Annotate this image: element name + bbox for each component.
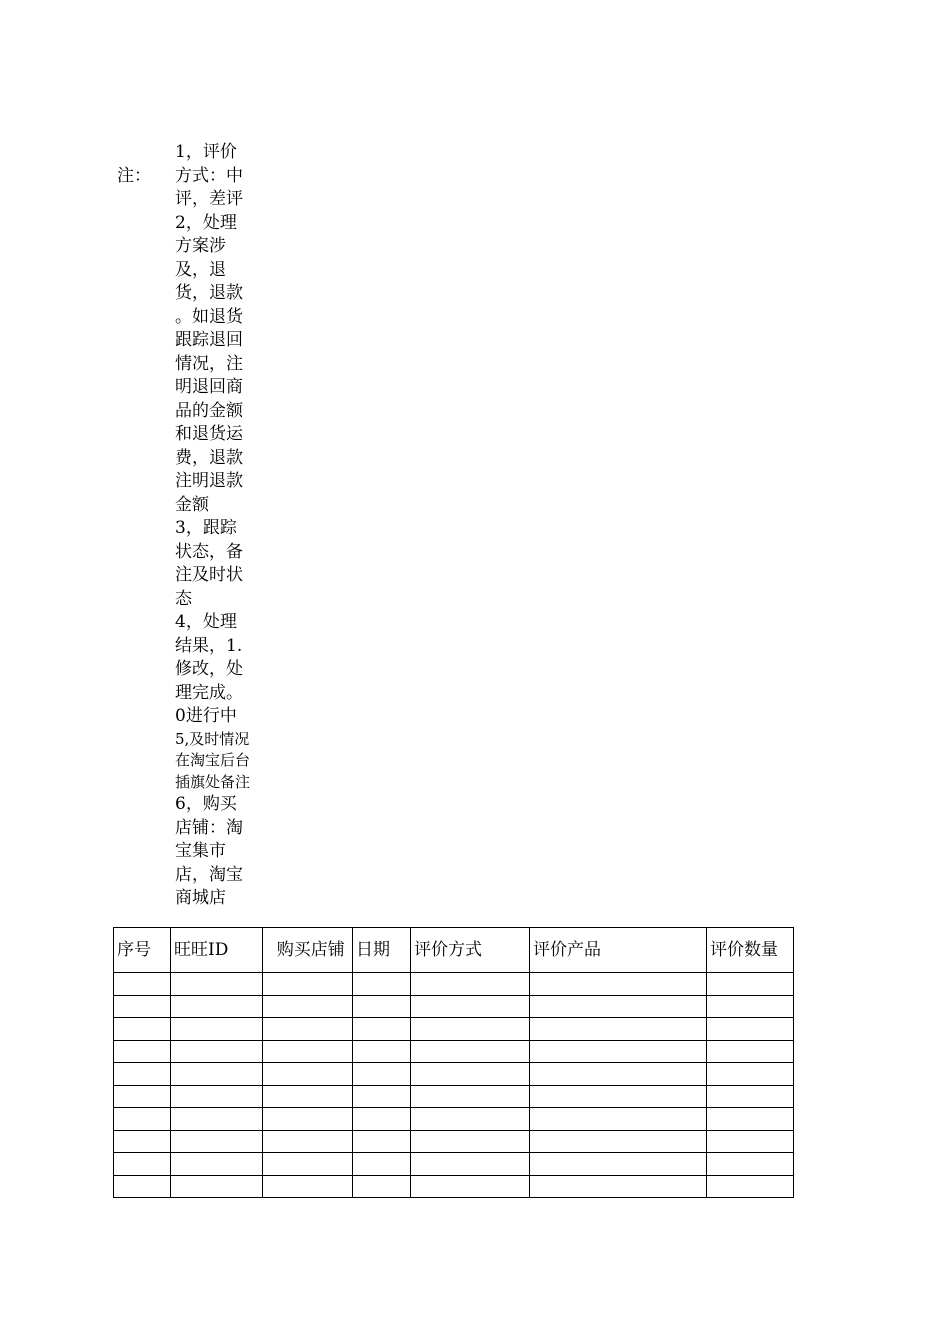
- table-cell[interactable]: [707, 973, 794, 996]
- table-cell[interactable]: [171, 1130, 263, 1153]
- table-cell[interactable]: [263, 1018, 353, 1041]
- table-row: [114, 1085, 794, 1108]
- note-line: 评，差评: [175, 189, 243, 209]
- note-line: 3，跟踪: [175, 518, 237, 538]
- table-cell[interactable]: [530, 1130, 707, 1153]
- note-line: 态: [175, 588, 192, 609]
- review-table: [113, 927, 794, 1198]
- table-cell[interactable]: [707, 1153, 794, 1176]
- table-cell[interactable]: [263, 995, 353, 1018]
- note-line: 5,及时情况: [175, 729, 250, 748]
- note-line: 金额: [175, 494, 209, 515]
- table-cell[interactable]: [263, 1130, 353, 1153]
- note-line: 店，淘宝: [175, 864, 243, 885]
- table-cell[interactable]: [707, 1018, 794, 1041]
- note-line: 在淘宝后台: [175, 751, 251, 769]
- note-line: 及，退: [175, 259, 226, 280]
- table-cell[interactable]: [171, 1063, 263, 1086]
- table-cell[interactable]: [707, 1175, 794, 1198]
- header-review-quantity: 评价数量: [707, 928, 794, 973]
- table-row: [114, 1130, 794, 1153]
- table-cell[interactable]: [707, 1063, 794, 1086]
- note-line: 结果，1.: [175, 635, 243, 656]
- note-line: 商城店: [175, 888, 226, 908]
- header-date: 日期: [353, 928, 411, 973]
- table-cell[interactable]: [530, 973, 707, 996]
- note-line: 。如退货: [175, 306, 243, 327]
- table-cell[interactable]: [530, 1108, 707, 1131]
- header-wangwang-id: 旺旺ID: [171, 928, 263, 973]
- table-cell[interactable]: [263, 1040, 353, 1063]
- header-store: 购买店铺: [263, 928, 353, 973]
- table-cell[interactable]: [411, 1063, 530, 1086]
- table-cell[interactable]: [353, 1175, 411, 1198]
- header-index: 序号: [114, 928, 171, 973]
- table-cell[interactable]: [171, 973, 263, 996]
- table-cell[interactable]: [171, 1040, 263, 1063]
- table-cell[interactable]: [353, 1018, 411, 1041]
- table-cell[interactable]: [707, 1085, 794, 1108]
- note-line: 6，购买: [175, 794, 237, 814]
- table-cell[interactable]: [530, 1040, 707, 1063]
- note-label: 注：: [117, 166, 151, 186]
- table-row: [114, 1175, 794, 1198]
- table-cell[interactable]: [353, 1040, 411, 1063]
- table-cell[interactable]: [114, 973, 171, 996]
- table-row: [114, 1040, 794, 1063]
- table-cell[interactable]: [114, 1063, 171, 1086]
- table-cell[interactable]: [263, 973, 353, 996]
- table-row: [114, 973, 794, 996]
- note-line: 注及时状: [175, 565, 243, 585]
- note-line: 方式：中: [175, 165, 243, 186]
- table-cell[interactable]: [530, 1153, 707, 1176]
- table-cell[interactable]: [114, 1018, 171, 1041]
- table-cell[interactable]: [353, 995, 411, 1018]
- table-cell[interactable]: [707, 995, 794, 1018]
- table-cell[interactable]: [707, 1130, 794, 1153]
- table-cell[interactable]: [411, 1153, 530, 1176]
- note-line: 和退货运: [175, 424, 243, 444]
- note-line: 插旗处备注: [175, 772, 251, 791]
- table-cell[interactable]: [411, 995, 530, 1018]
- note-line: 店铺：淘: [175, 817, 243, 838]
- table-cell[interactable]: [530, 1018, 707, 1041]
- table-cell[interactable]: [114, 1175, 171, 1198]
- table-cell[interactable]: [114, 1130, 171, 1153]
- note-line: 跟踪退回: [175, 330, 243, 350]
- note-line: 2，处理: [175, 212, 237, 233]
- note-line: 货，退款: [175, 283, 243, 303]
- table-cell[interactable]: [353, 1153, 411, 1176]
- table-row: [114, 995, 794, 1018]
- table-cell[interactable]: [353, 1063, 411, 1086]
- table-cell[interactable]: [353, 1130, 411, 1153]
- table-cell[interactable]: [171, 1153, 263, 1176]
- table-header-row: [114, 928, 794, 973]
- table-cell[interactable]: [171, 1108, 263, 1131]
- note-line: 4，处理: [175, 612, 237, 632]
- table-cell[interactable]: [171, 1175, 263, 1198]
- table-cell[interactable]: [353, 1108, 411, 1131]
- table-body: [114, 973, 794, 1198]
- table-cell[interactable]: [530, 1175, 707, 1198]
- table-cell[interactable]: [263, 1153, 353, 1176]
- table-cell[interactable]: [411, 1040, 530, 1063]
- note-line: 理完成。: [175, 682, 243, 703]
- note-line: 宝集市: [175, 841, 226, 861]
- table-cell[interactable]: [114, 1153, 171, 1176]
- table-cell[interactable]: [171, 995, 263, 1018]
- table-cell[interactable]: [263, 1108, 353, 1131]
- table-cell[interactable]: [530, 995, 707, 1018]
- note-line: 状态，备: [175, 541, 243, 562]
- table-cell[interactable]: [707, 1108, 794, 1131]
- table-row: [114, 1108, 794, 1131]
- table-cell[interactable]: [411, 1175, 530, 1198]
- note-body: [175, 141, 257, 911]
- note-line: 修改，处: [175, 659, 243, 679]
- table-cell[interactable]: [171, 1018, 263, 1041]
- note-line: 0进行中: [175, 706, 237, 726]
- table-cell[interactable]: [171, 1085, 263, 1108]
- table-row: [114, 1018, 794, 1041]
- table-cell[interactable]: [114, 1040, 171, 1063]
- table-cell[interactable]: [411, 1108, 530, 1131]
- note-line: 费，退款: [175, 447, 243, 468]
- header-review-type: 评价方式: [411, 928, 530, 973]
- table-cell[interactable]: [530, 1085, 707, 1108]
- table-cell[interactable]: [411, 1130, 530, 1153]
- table-cell[interactable]: [353, 1085, 411, 1108]
- table-cell[interactable]: [707, 1040, 794, 1063]
- table-cell[interactable]: [411, 1085, 530, 1108]
- table-cell[interactable]: [263, 1063, 353, 1086]
- table-cell[interactable]: [411, 1018, 530, 1041]
- header-review-product: 评价产品: [530, 928, 707, 973]
- table-row: [114, 1153, 794, 1176]
- note-line: 1，评价: [175, 142, 237, 162]
- note-line: 方案涉: [175, 236, 226, 256]
- note-line: 品的金额: [175, 400, 243, 421]
- table-cell[interactable]: [114, 1108, 171, 1131]
- table-row: [114, 1063, 794, 1086]
- table-cell[interactable]: [114, 995, 171, 1018]
- table-cell[interactable]: [353, 973, 411, 996]
- table-cell[interactable]: [114, 1085, 171, 1108]
- note-line: 明退回商: [175, 377, 243, 397]
- table-cell[interactable]: [263, 1175, 353, 1198]
- table-cell[interactable]: [411, 973, 530, 996]
- note-line: 注明退款: [175, 471, 243, 491]
- note-line: 情况，注: [175, 353, 243, 374]
- table-cell[interactable]: [263, 1085, 353, 1108]
- table-cell[interactable]: [530, 1063, 707, 1086]
